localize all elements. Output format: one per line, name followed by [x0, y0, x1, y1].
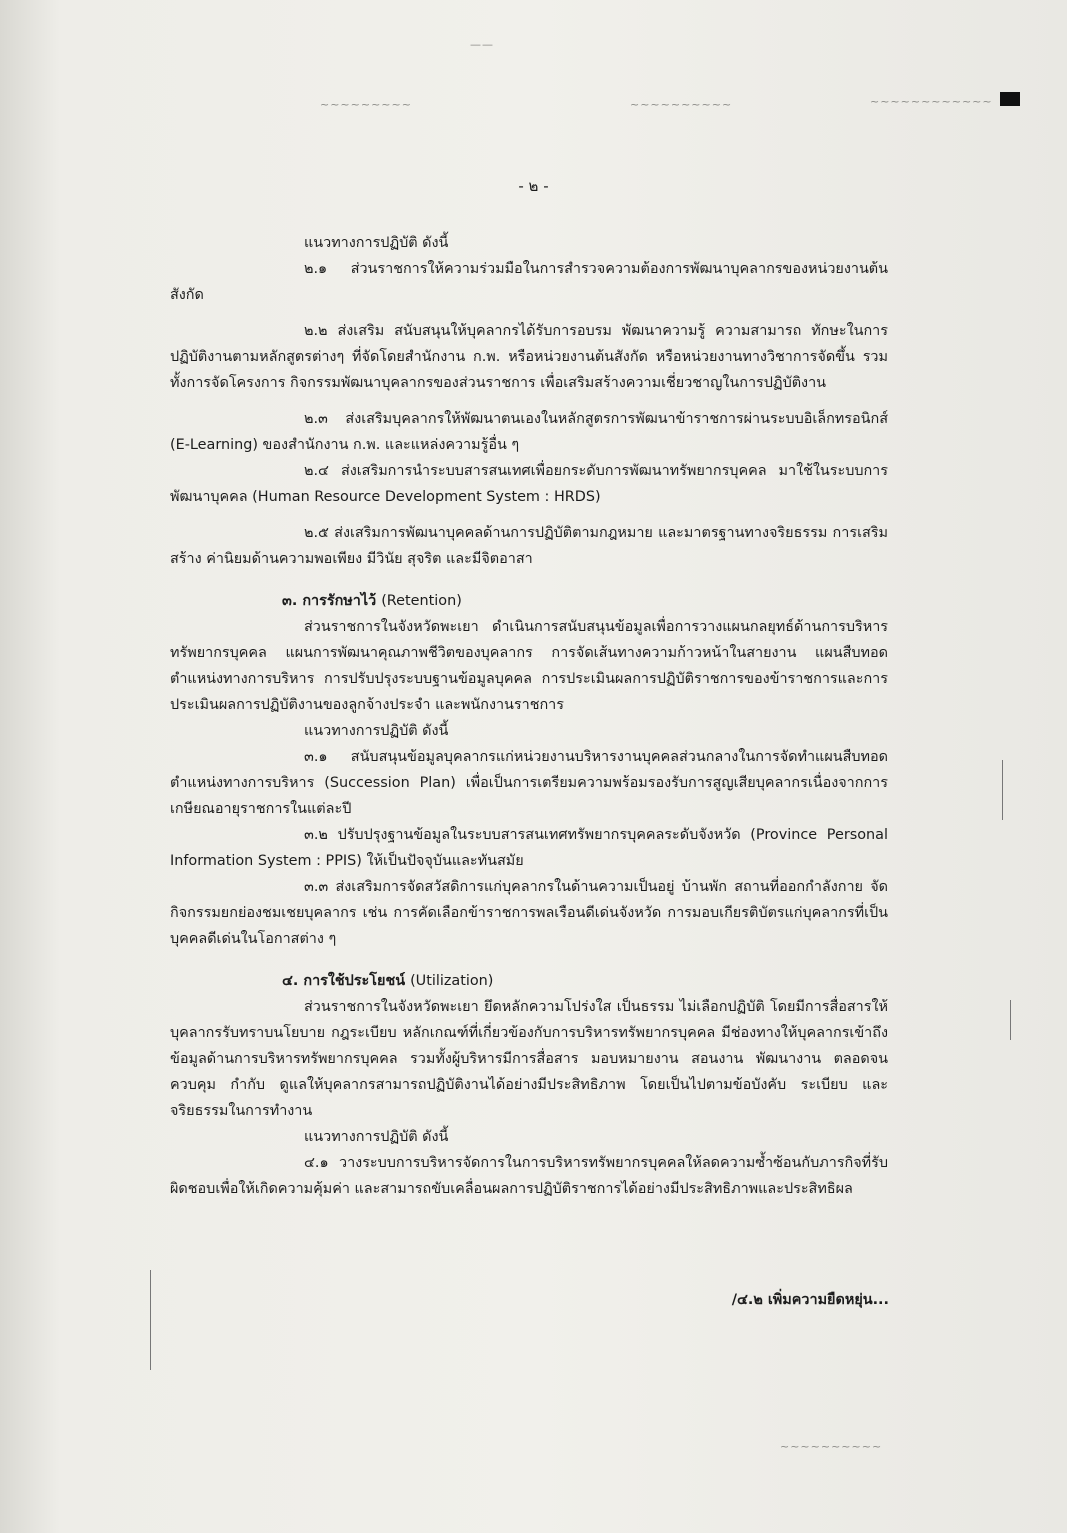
scan-edge-line: [150, 1270, 151, 1370]
section-3-english: (Retention): [381, 593, 462, 609]
scan-registration-mark: [1000, 92, 1020, 106]
bleed-through-mark: ~~~~~~~~~~~~: [870, 95, 993, 108]
item-2-1: ๒.๑ ส่วนราชการให้ความร่วมมือในการสำรวจความต้องการพัฒนาบุคลากรของหน่วยงานต้นสังกัด: [170, 261, 888, 303]
section-4-body: ส่วนราชการในจังหวัดพะเยา ยึดหลักความโปร่งใส เป็นธรรม ไม่เลือกปฏิบัติ โดยมีการสื่อสารให้บุคลากรรับทราบนโยบาย กฎระเบียบ หลักเกณฑ์ที่เกี่ยวข้องกับการบริหารทรัพยากรบุคคล มีช่องทางให้บุคลากรเข้าถึงข้อมูลด้านการบริหารทรัพยากรบุคคล รวมทั้งผู้บริหารมีการสื่อสาร มอบหมายงาน สอนงาน พัฒนางาน ตลอดจนควบคุม กำกับ ดูแลให้บุคลากรสามารถปฏิบัติงานได้อย่างมีประสิทธิภาพ โดยเป็นไปตามข้อบังคับ ระเบียบ และจริยธรรมในการทำงาน: [170, 999, 888, 1119]
section-3-heading: [170, 588, 888, 614]
next-page-reference: /๔.๒ เพิ่มความยืดหยุ่น...: [731, 1292, 889, 1308]
item-2-4: ๒.๔ ส่งเสริมการนำระบบสารสนเทศเพื่อยกระดับการพัฒนาทรัพยากรบุคคล มาใช้ในระบบการพัฒนาบุคคล (Human Resource Development System : HRDS): [170, 463, 888, 505]
section-4-title: ๔. การใช้ประโยชน์: [282, 973, 406, 989]
practice-heading: แนวทางการปฏิบัติ ดังนี้: [304, 1129, 449, 1145]
item-2-3: ๒.๓ ส่งเสริมบุคลากรให้พัฒนาตนเองในหลักสูตรการพัฒนาข้าราชการผ่านระบบอิเล็กทรอนิกส์ (E-Learning) ของสำนักงาน ก.พ. และแหล่งความรู้อื่น ๆ: [170, 411, 888, 453]
practice-heading: แนวทางการปฏิบัติ ดังนี้: [304, 235, 449, 251]
scan-edge-line: [1010, 1000, 1011, 1040]
item-2-2: ๒.๒ ส่งเสริม สนับสนุนให้บุคลากรได้รับการอบรม พัฒนาความรู้ ความสามารถ ทักษะในการปฏิบัติงานตามหลักสูตรต่างๆ ที่จัดโดยสำนักงาน ก.พ. หรือหน่วยงานต้นสังกัด หรือหน่วยงานทางวิชาการจัดขึ้น รวมทั้งการจัดโครงการ กิจกรรมพัฒนาบุคลากรของส่วนราชการ เพื่อเสริมสร้างความเชี่ยวชาญในการปฏิบัติงาน: [170, 323, 888, 391]
item-2-5: ๒.๕ ส่งเสริมการพัฒนาบุคคลด้านการปฏิบัติตามกฎหมาย และมาตรฐานทางจริยธรรม การเสริมสร้าง ค่านิยมด้านความพอเพียง มีวินัย สุจริต และมีจิตอาสา: [170, 525, 888, 567]
document-body: [170, 230, 888, 1202]
section-4-english: (Utilization): [410, 973, 494, 989]
item-3-1: ๓.๑ สนับสนุนข้อมูลบุคลากรแก่หน่วยงานบริหารงานบุคคลส่วนกลางในการจัดทำแผนสืบทอดตำแหน่งทางการบริหาร (Succession Plan) เพื่อเป็นการเตรียมความพร้อมรองรับการสูญเสียบุคลากรเนื่องจากการเกษียณอายุราชการในแต่ละปี: [170, 749, 888, 817]
item-3-3: ๓.๓ ส่งเสริมการจัดสวัสดิการแก่บุคลากรในด้านความเป็นอยู่ บ้านพัก สถานที่ออกกำลังกาย จัดกิจกรรมยกย่องชมเชยบุคลากร เช่น การคัดเลือกข้าราชการพลเรือนดีเด่นจังหวัด การมอบเกียรติบัตรแก่บุคลากรที่เป็นบุคคลดีเด่นในโอกาสต่าง ๆ: [170, 879, 888, 947]
bleed-through-mark: ——: [470, 38, 494, 51]
section-3-body: ส่วนราชการในจังหวัดพะเยา ดำเนินการสนับสนุนข้อมูลเพื่อการวางแผนกลยุทธ์ด้านการบริหารทรัพยากรบุคคล แผนการพัฒนาคุณภาพชีวิตของบุคลากร การจัดเส้นทางความก้าวหน้าในสายงาน แผนสืบทอดตำแหน่งทางการบริหาร การปรับปรุงระบบฐานข้อมูลบุคคล การประเมินผลการปฏิบัติราชการของข้าราชการและการประเมินผลการปฏิบัติงานของลูกจ้างประจำ และพนักงานราชการ: [170, 619, 888, 713]
section-4-heading: [170, 968, 888, 994]
scan-edge-line: [1002, 760, 1003, 820]
bleed-through-mark: ~~~~~~~~~~: [780, 1440, 883, 1453]
practice-heading: แนวทางการปฏิบัติ ดังนี้: [304, 723, 449, 739]
section-3-title: ๓. การรักษาไว้: [282, 593, 377, 609]
bleed-through-mark: ~~~~~~~~~: [320, 98, 412, 111]
item-3-2: ๓.๒ ปรับปรุงฐานข้อมูลในระบบสารสนเทศทรัพยากรบุคคลระดับจังหวัด (Province Personal Information System : PPIS) ให้เป็นปัจจุบันและทันสมัย: [170, 827, 888, 869]
page-number: - ๒ -: [518, 177, 549, 195]
bleed-through-mark: ~~~~~~~~~~: [630, 98, 733, 111]
item-4-1: ๔.๑ วางระบบการบริหารจัดการในการบริหารทรัพยากรบุคคลให้ลดความซ้ำซ้อนกับภารกิจที่รับผิดชอบเพื่อให้เกิดความคุ้มค่า และสามารถขับเคลื่อนผลการปฏิบัติราชการได้อย่างมีประสิทธิภาพและประสิทธิผล: [170, 1155, 888, 1197]
